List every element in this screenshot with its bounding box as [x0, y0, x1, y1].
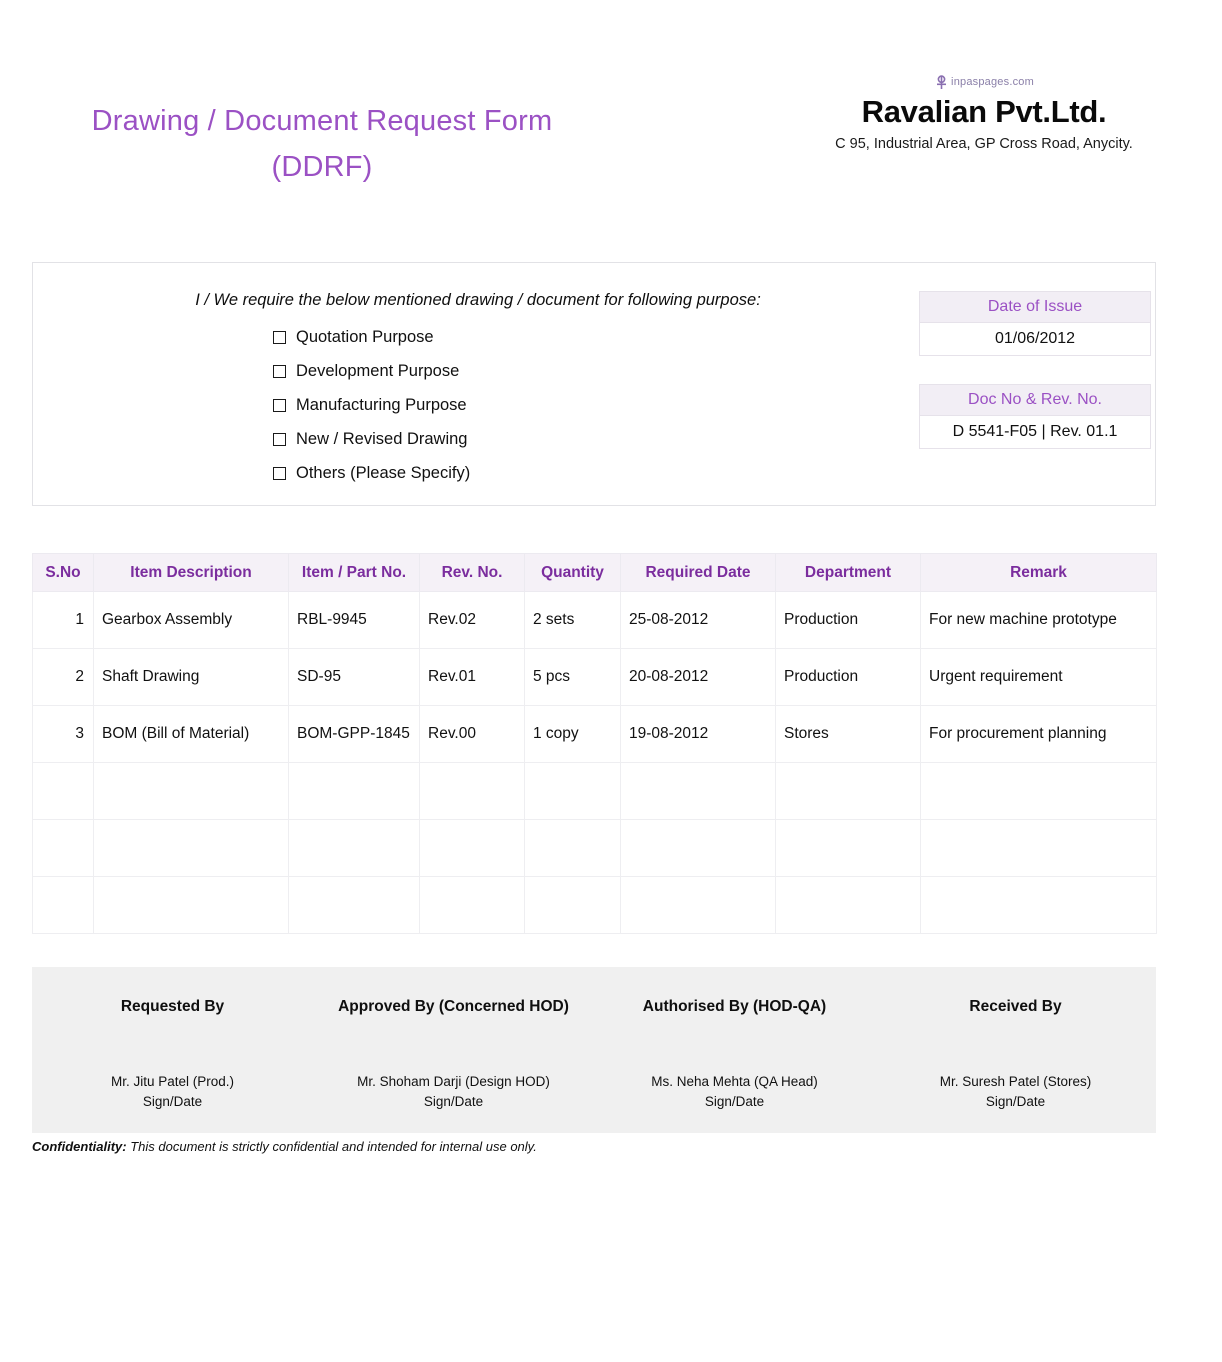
cell-sno [33, 820, 94, 877]
cell-description: Shaft Drawing [94, 649, 289, 706]
checkbox-icon[interactable] [273, 399, 286, 412]
purpose-option-label: Others (Please Specify) [296, 464, 471, 482]
cell-part-no: RBL-9945 [289, 592, 420, 649]
cell-quantity [525, 763, 621, 820]
cell-description: BOM (Bill of Material) [94, 706, 289, 763]
signature-person-name: Ms. Neha Mehta (QA Head) [651, 1074, 818, 1089]
table-row-empty[interactable] [33, 763, 1157, 820]
company-name: Ravalian Pvt.Ltd. [861, 94, 1107, 129]
cell-department [776, 763, 921, 820]
cell-rev-no: Rev.00 [420, 706, 525, 763]
cell-rev-no [420, 763, 525, 820]
cell-description [94, 820, 289, 877]
cell-required-date [621, 820, 776, 877]
cell-remark [921, 763, 1157, 820]
cell-quantity: 2 sets [525, 592, 621, 649]
signature-person [321, 1072, 586, 1113]
signature-column-approved-by [313, 967, 594, 1133]
cell-quantity [525, 877, 621, 934]
purpose-option-development[interactable] [273, 362, 893, 381]
signature-column-authorised-by [594, 967, 875, 1133]
cell-department [776, 877, 921, 934]
purpose-option-manufacturing[interactable] [273, 396, 893, 415]
purpose-option-label: Manufacturing Purpose [296, 396, 467, 414]
column-header-department: Department [776, 554, 921, 592]
column-header-required-date: Required Date [621, 554, 776, 592]
cell-part-no [289, 763, 420, 820]
column-header-rev-no: Rev. No. [420, 554, 525, 592]
cell-remark [921, 820, 1157, 877]
cell-rev-no: Rev.01 [420, 649, 525, 706]
document-meta-column [919, 291, 1151, 449]
cell-department: Production [776, 592, 921, 649]
cell-description: Gearbox Assembly [94, 592, 289, 649]
cell-sno: 1 [33, 592, 94, 649]
column-header-part-no: Item / Part No. [289, 554, 420, 592]
cell-sno [33, 763, 94, 820]
cell-department: Stores [776, 706, 921, 763]
date-of-issue-value[interactable]: 01/06/2012 [919, 323, 1151, 356]
checkbox-icon[interactable] [273, 365, 286, 378]
table-header-row [33, 554, 1157, 592]
checkbox-icon[interactable] [273, 433, 286, 446]
signature-person-name: Mr. Jitu Patel (Prod.) [110, 1074, 235, 1089]
column-header-sno: S.No [33, 554, 94, 592]
cell-sno [33, 877, 94, 934]
purpose-option-label: Development Purpose [296, 362, 460, 380]
cell-sno: 3 [33, 706, 94, 763]
cell-quantity: 5 pcs [525, 649, 621, 706]
signature-sign-date-label[interactable]: Sign/Date [985, 1094, 1046, 1110]
signature-person [40, 1072, 305, 1113]
cell-department [776, 820, 921, 877]
items-request-table [32, 553, 1157, 934]
document-header [0, 0, 1222, 215]
cell-quantity [525, 820, 621, 877]
confidentiality-text: This document is strictly confidential and intended for internal use only. [130, 1139, 537, 1154]
signature-person [883, 1072, 1148, 1113]
purpose-option-others[interactable] [273, 464, 893, 483]
cell-description [94, 763, 289, 820]
signature-sign-date-label[interactable]: Sign/Date [423, 1094, 484, 1110]
signature-sign-date-label[interactable]: Sign/Date [142, 1094, 203, 1110]
table-row[interactable] [33, 706, 1157, 763]
column-header-description: Item Description [94, 554, 289, 592]
doc-no-rev-no-label: Doc No & Rev. No. [919, 384, 1151, 416]
signature-person-name: Mr. Shoham Darji (Design HOD) [357, 1074, 550, 1089]
page-title [32, 98, 612, 191]
cell-part-no [289, 877, 420, 934]
company-identity-block [784, 72, 1184, 152]
cell-rev-no: Rev.02 [420, 592, 525, 649]
cell-sno: 2 [33, 649, 94, 706]
cell-part-no: SD-95 [289, 649, 420, 706]
signature-person [602, 1072, 867, 1113]
cell-description [94, 877, 289, 934]
brand-watermark [784, 72, 1184, 92]
date-of-issue-card [919, 291, 1151, 356]
confidentiality-note [32, 1139, 537, 1154]
cell-rev-no [420, 820, 525, 877]
column-header-quantity: Quantity [525, 554, 621, 592]
signature-column-requested-by [32, 967, 313, 1133]
signature-sign-date-label[interactable]: Sign/Date [704, 1094, 765, 1110]
checkbox-icon[interactable] [273, 331, 286, 344]
inpaspages-logo-icon [934, 75, 949, 90]
table-row-empty[interactable] [33, 820, 1157, 877]
page-title-line-1: Drawing / Document Request Form [91, 105, 553, 137]
signature-column-received-by [875, 967, 1156, 1133]
checkbox-icon[interactable] [273, 467, 286, 480]
table-row-empty[interactable] [33, 877, 1157, 934]
signature-block [32, 967, 1156, 1133]
doc-no-rev-no-value[interactable]: D 5541-F05 | Rev. 01.1 [919, 416, 1151, 449]
date-of-issue-label: Date of Issue [919, 291, 1151, 323]
signature-role-label: Authorised By (HOD-QA) [642, 998, 827, 1015]
cell-remark: For procurement planning [921, 706, 1157, 763]
cell-required-date: 19-08-2012 [621, 706, 776, 763]
page-title-line-2: (DDRF) [271, 151, 373, 184]
purpose-lead-text: I / We require the below mentioned drawing / document for following purpose: [195, 291, 761, 309]
cell-required-date [621, 877, 776, 934]
cell-part-no: BOM-GPP-1845 [289, 706, 420, 763]
cell-remark: Urgent requirement [921, 649, 1157, 706]
cell-remark: For new machine prototype [921, 592, 1157, 649]
signature-role-label: Received By [969, 998, 1062, 1015]
company-address: C 95, Industrial Area, GP Cross Road, Anycity. [835, 135, 1133, 152]
purpose-option-quotation[interactable] [273, 328, 893, 347]
purpose-options-area [33, 263, 893, 483]
cell-required-date: 25-08-2012 [621, 592, 776, 649]
purpose-option-label: New / Revised Drawing [296, 430, 468, 448]
cell-required-date: 20-08-2012 [621, 649, 776, 706]
cell-part-no [289, 820, 420, 877]
signature-role-label: Requested By [120, 998, 225, 1015]
cell-required-date [621, 763, 776, 820]
signature-person-name: Mr. Suresh Patel (Stores) [939, 1074, 1092, 1089]
purpose-checkbox-list [33, 328, 893, 483]
table-row[interactable] [33, 649, 1157, 706]
signature-role-label: Approved By (Concerned HOD) [338, 998, 569, 1015]
cell-department: Production [776, 649, 921, 706]
doc-no-rev-no-card [919, 384, 1151, 449]
brand-watermark-text: inpaspages.com [951, 76, 1034, 88]
purpose-option-new-revised-drawing[interactable] [273, 430, 893, 449]
cell-quantity: 1 copy [525, 706, 621, 763]
confidentiality-label: Confidentiality: [32, 1139, 127, 1154]
column-header-remark: Remark [921, 554, 1157, 592]
purpose-panel [32, 262, 1156, 506]
purpose-option-label: Quotation Purpose [296, 328, 434, 346]
cell-rev-no [420, 877, 525, 934]
table-row[interactable] [33, 592, 1157, 649]
cell-remark [921, 877, 1157, 934]
